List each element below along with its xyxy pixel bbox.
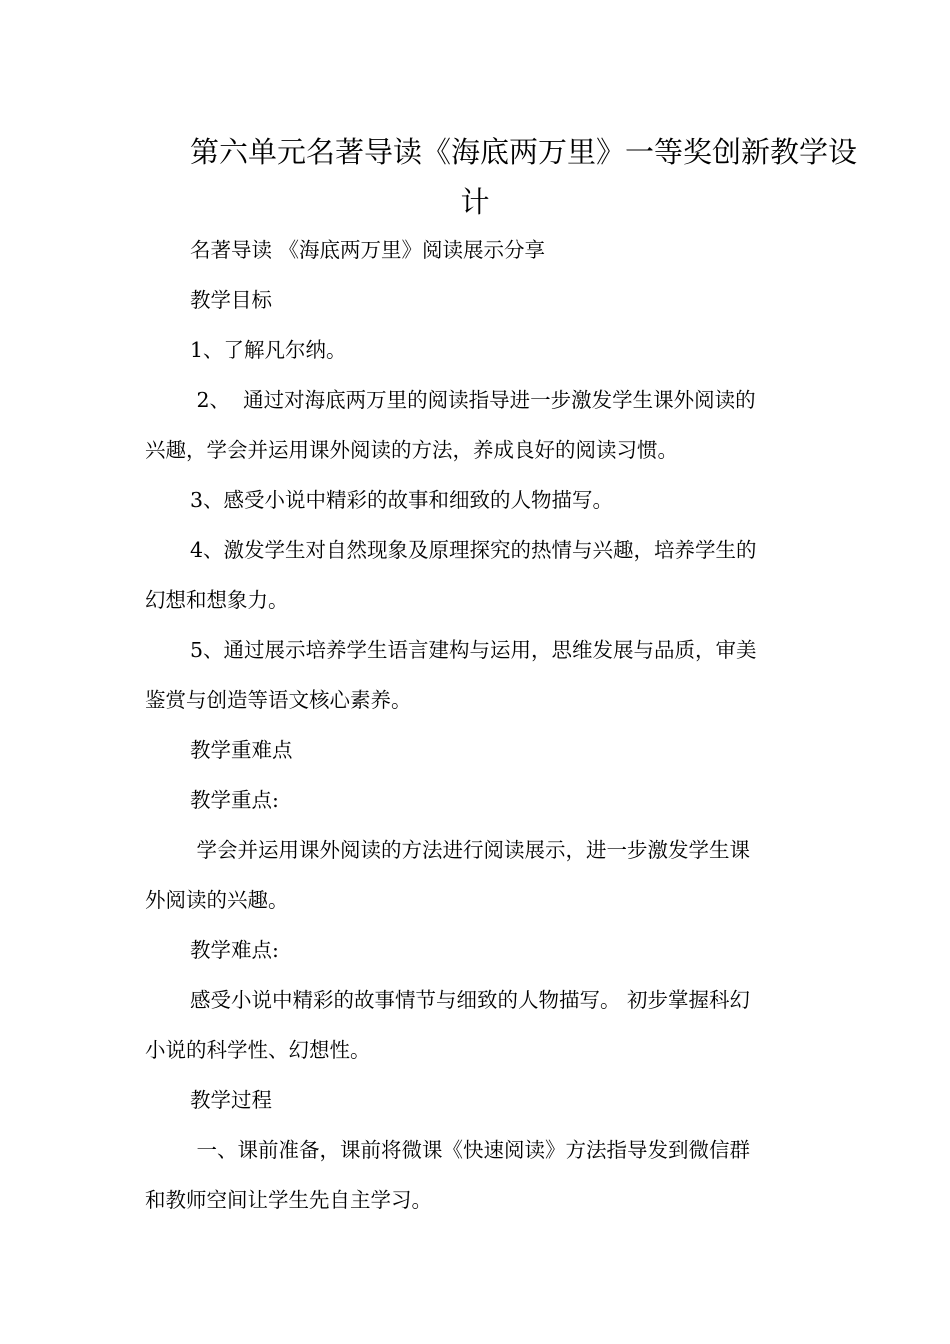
goal-2-line-1: 2、 通过对海底两万里的阅读指导进一步激发学生课外阅读的	[190, 388, 756, 412]
goal-5-line-1: 5、通过展示培养学生语言建构与运用，思维发展与品质，审美	[190, 638, 757, 662]
process-step-1-line-1: 一、课前准备，课前将微课《快速阅读》方法指导发到微信群	[190, 1138, 751, 1162]
heading-teaching-goals: 教学目标	[190, 288, 272, 312]
difficult-points-line-2: 小说的科学性、幻想性。	[145, 1038, 371, 1062]
heading-key-points: 教学重点:	[190, 788, 279, 812]
heading-key-difficult-points: 教学重难点	[190, 738, 293, 762]
process-step-1-line-2: 和教师空间让学生先自主学习。	[145, 1188, 432, 1212]
key-points-line-2: 外阅读的兴趣。	[145, 888, 289, 912]
goal-4-line-1: 4、激发学生对自然现象及原理探究的热情与兴趣，培养学生的	[190, 538, 757, 562]
goal-2-line-2: 兴趣，学会并运用课外阅读的方法，养成良好的阅读习惯。	[145, 438, 678, 462]
heading-difficult-points: 教学难点:	[190, 938, 279, 962]
key-points-line-1: 学会并运用课外阅读的方法进行阅读展示，进一步激发学生课	[190, 838, 751, 862]
document-title-line-2: 计	[460, 185, 490, 219]
subtitle-line: 名著导读 《海底两万里》阅读展示分享	[190, 238, 546, 262]
difficult-points-line-1: 感受小说中精彩的故事情节与细致的人物描写。 初步掌握科幻	[190, 988, 751, 1012]
heading-teaching-process: 教学过程	[190, 1088, 272, 1112]
goal-1: 1、了解凡尔纳。	[190, 338, 347, 362]
goal-4-line-2: 幻想和想象力。	[145, 588, 289, 612]
goal-5-line-2: 鉴赏与创造等语文核心素养。	[145, 688, 412, 712]
goal-3: 3、感受小说中精彩的故事和细致的人物描写。	[190, 488, 614, 512]
document-title-line-1: 第六单元名著导读《海底两万里》一等奖创新教学设	[190, 135, 858, 169]
